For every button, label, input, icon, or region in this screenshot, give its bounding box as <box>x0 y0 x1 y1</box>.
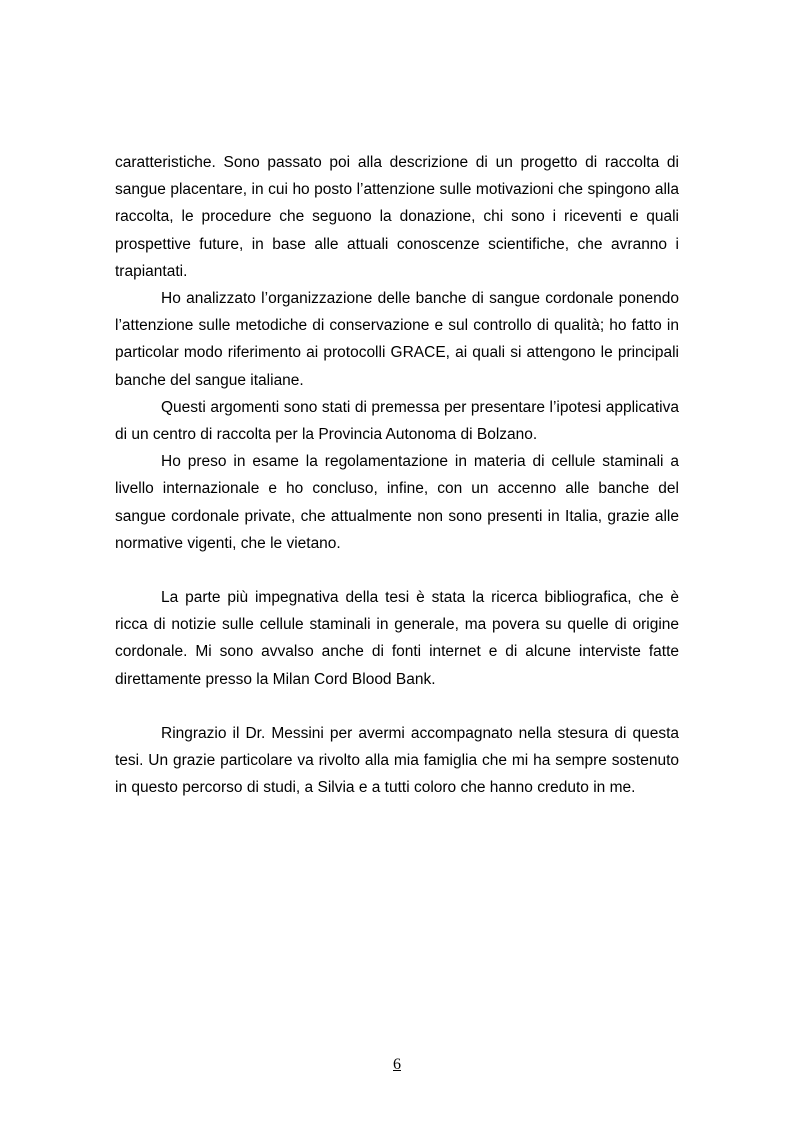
paragraph-premessa: Questi argomenti sono stati di premessa per presentare l’ipotesi applicativa di un centro di raccolta per la Provincia Autonoma di Bolzano. <box>115 398 679 444</box>
paragraph-organizzazione-banche: Ho analizzato l’organizzazione delle banche di sangue cordonale ponendo l’attenzione sulle metodiche di conservazione e sul controllo di qualità; ho fatto in particolar modo riferimento ai protocolli GRACE, ai quali si attengono le principali banche del sangue italiane. <box>115 290 679 389</box>
paragraph-ringraziamenti: Ringrazio il Dr. Messini per avermi accompagnato nella stesura di questa tesi. Un grazie particolare va rivolto alla mia famiglia che mi ha sempre sostenuto in questo percorso di studi, a Silvia e a tutti coloro che hanno creduto in me. <box>115 724 679 797</box>
paragraph-continuation: caratteristiche. Sono passato poi alla descrizione di un progetto di raccolta di sangue placentare, in cui ho posto l’attenzione sulle motivazioni che spingono alla raccolta, le procedure che seguono la donazione, chi sono i riceventi e quali prospettive future, in base alle attuali conoscenze scientifiche, che avranno i trapiantati. <box>115 154 679 280</box>
paragraph-ricerca-bibliografica: La parte più impegnativa della tesi è stata la ricerca bibliografica, che è ricca di notizie sulle cellule staminali in generale, ma povera su quelle di origine cordonale. Mi sono avvalso anche di fonti internet e di alcune interviste fatte direttamente presso la Milan Cord Blood Bank. <box>115 589 679 688</box>
paragraph-regolamentazione: Ho preso in esame la regolamentazione in materia di cellule staminali a livello internazionale e ho concluso, infine, con un accenno alle banche del sangue cordonale private, che attualmente non sono presenti in Italia, grazie alle normative vigenti, che le vietano. <box>115 453 679 552</box>
page-number: 6 <box>393 1056 401 1073</box>
page-body <box>115 149 679 801</box>
